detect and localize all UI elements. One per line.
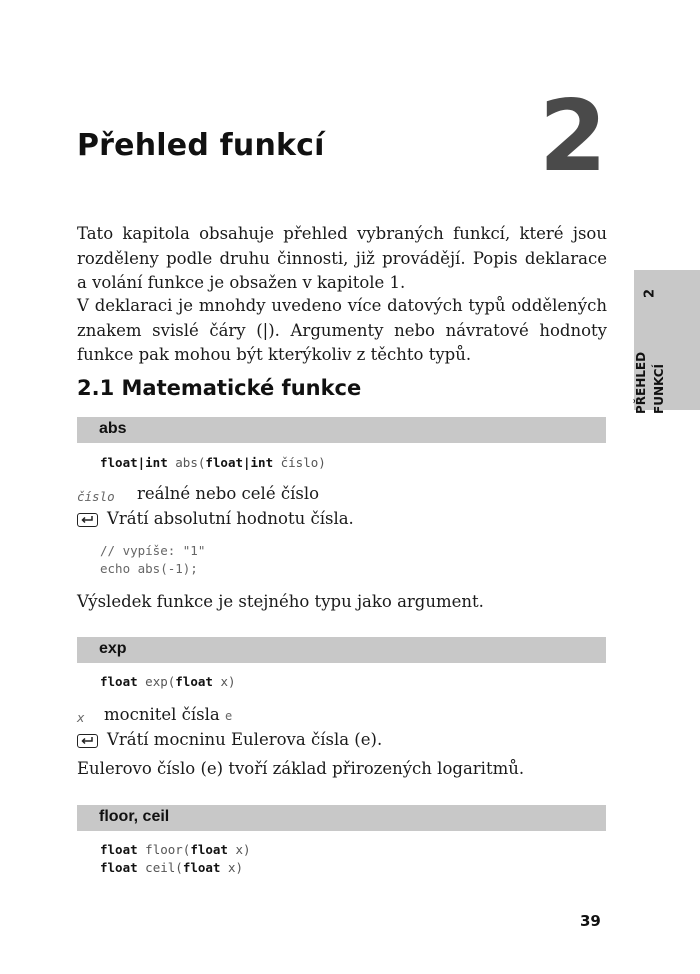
- arg-name: číslo): [273, 455, 326, 470]
- param-desc-text: mocnitel čísla: [104, 705, 220, 724]
- return-desc-exp: Vrátí mocninu Eulerova čísla (e).: [107, 730, 383, 749]
- arg-name: x): [227, 842, 251, 857]
- param-desc-suffix: e: [225, 709, 233, 723]
- example-comment: // vypíše: "1": [100, 543, 206, 558]
- function-bar-floor-ceil: [77, 805, 606, 831]
- function-name: abs: [99, 420, 127, 437]
- arg-name: x): [212, 674, 236, 689]
- chapter-number: 2: [538, 80, 608, 194]
- signature-abs: [100, 454, 326, 472]
- arg-type: float: [182, 860, 221, 875]
- page-number: 39: [580, 912, 601, 930]
- return-type: float: [100, 674, 138, 689]
- intro-paragraph-2: V deklaraci je mnohdy uvedeno více datových typů oddělených znakem svislé čáry (|). Argumenty nebo návratové hodnoty funkce pak mohou být kterýkoliv z těchto typů.: [77, 296, 607, 364]
- signature-floor: [100, 841, 251, 859]
- param-desc-cislo: reálné nebo celé číslo: [137, 484, 320, 503]
- return-icon: [77, 513, 98, 527]
- example-code: echo abs(-1);: [100, 561, 198, 576]
- param-name-cislo: číslo: [77, 489, 115, 504]
- func-call: abs(: [175, 455, 206, 470]
- arg-type: float|int: [205, 455, 274, 470]
- signature-exp: [100, 673, 236, 691]
- arg-name: x): [220, 860, 244, 875]
- return-type: float: [100, 842, 138, 857]
- return-desc-abs: Vrátí absolutní hodnotu čísla.: [107, 509, 354, 528]
- side-tab-label: [632, 322, 668, 414]
- side-tab-line1: PŘEHLED: [634, 351, 648, 414]
- func-call: ceil(: [145, 860, 183, 875]
- arg-type: float: [175, 674, 213, 689]
- note-abs: Výsledek funkce je stejného typu jako argument.: [77, 592, 484, 611]
- function-bar-abs: [77, 417, 606, 443]
- chapter-title: Přehled funkcí: [77, 128, 325, 163]
- param-name-x: x: [77, 710, 85, 725]
- function-name: exp: [99, 640, 127, 657]
- note-exp: Eulerovo číslo (e) tvoří základ přirozených logaritmů.: [77, 759, 525, 778]
- section-heading: 2.1 Matematické funkce: [77, 376, 362, 400]
- side-tab-number: 2: [642, 288, 658, 299]
- function-bar-exp: [77, 637, 606, 663]
- func-call: floor(: [145, 842, 191, 857]
- intro-paragraph-1: Tato kapitola obsahuje přehled vybraných funkcí, které jsou rozděleny podle druhu činnosti, již provádějí. Popis deklarace a volání funkce je obsažen v kapitole 1.: [77, 224, 607, 292]
- return-type: float: [100, 860, 138, 875]
- return-icon: [77, 734, 98, 748]
- function-name: floor, ceil: [99, 808, 170, 825]
- signature-ceil: [100, 859, 243, 877]
- side-tab-line2: FUNKCÍ: [652, 363, 666, 414]
- param-desc-x: [104, 705, 232, 724]
- return-type: float|int: [100, 455, 168, 470]
- arg-type: float: [190, 842, 228, 857]
- func-call: exp(: [145, 674, 176, 689]
